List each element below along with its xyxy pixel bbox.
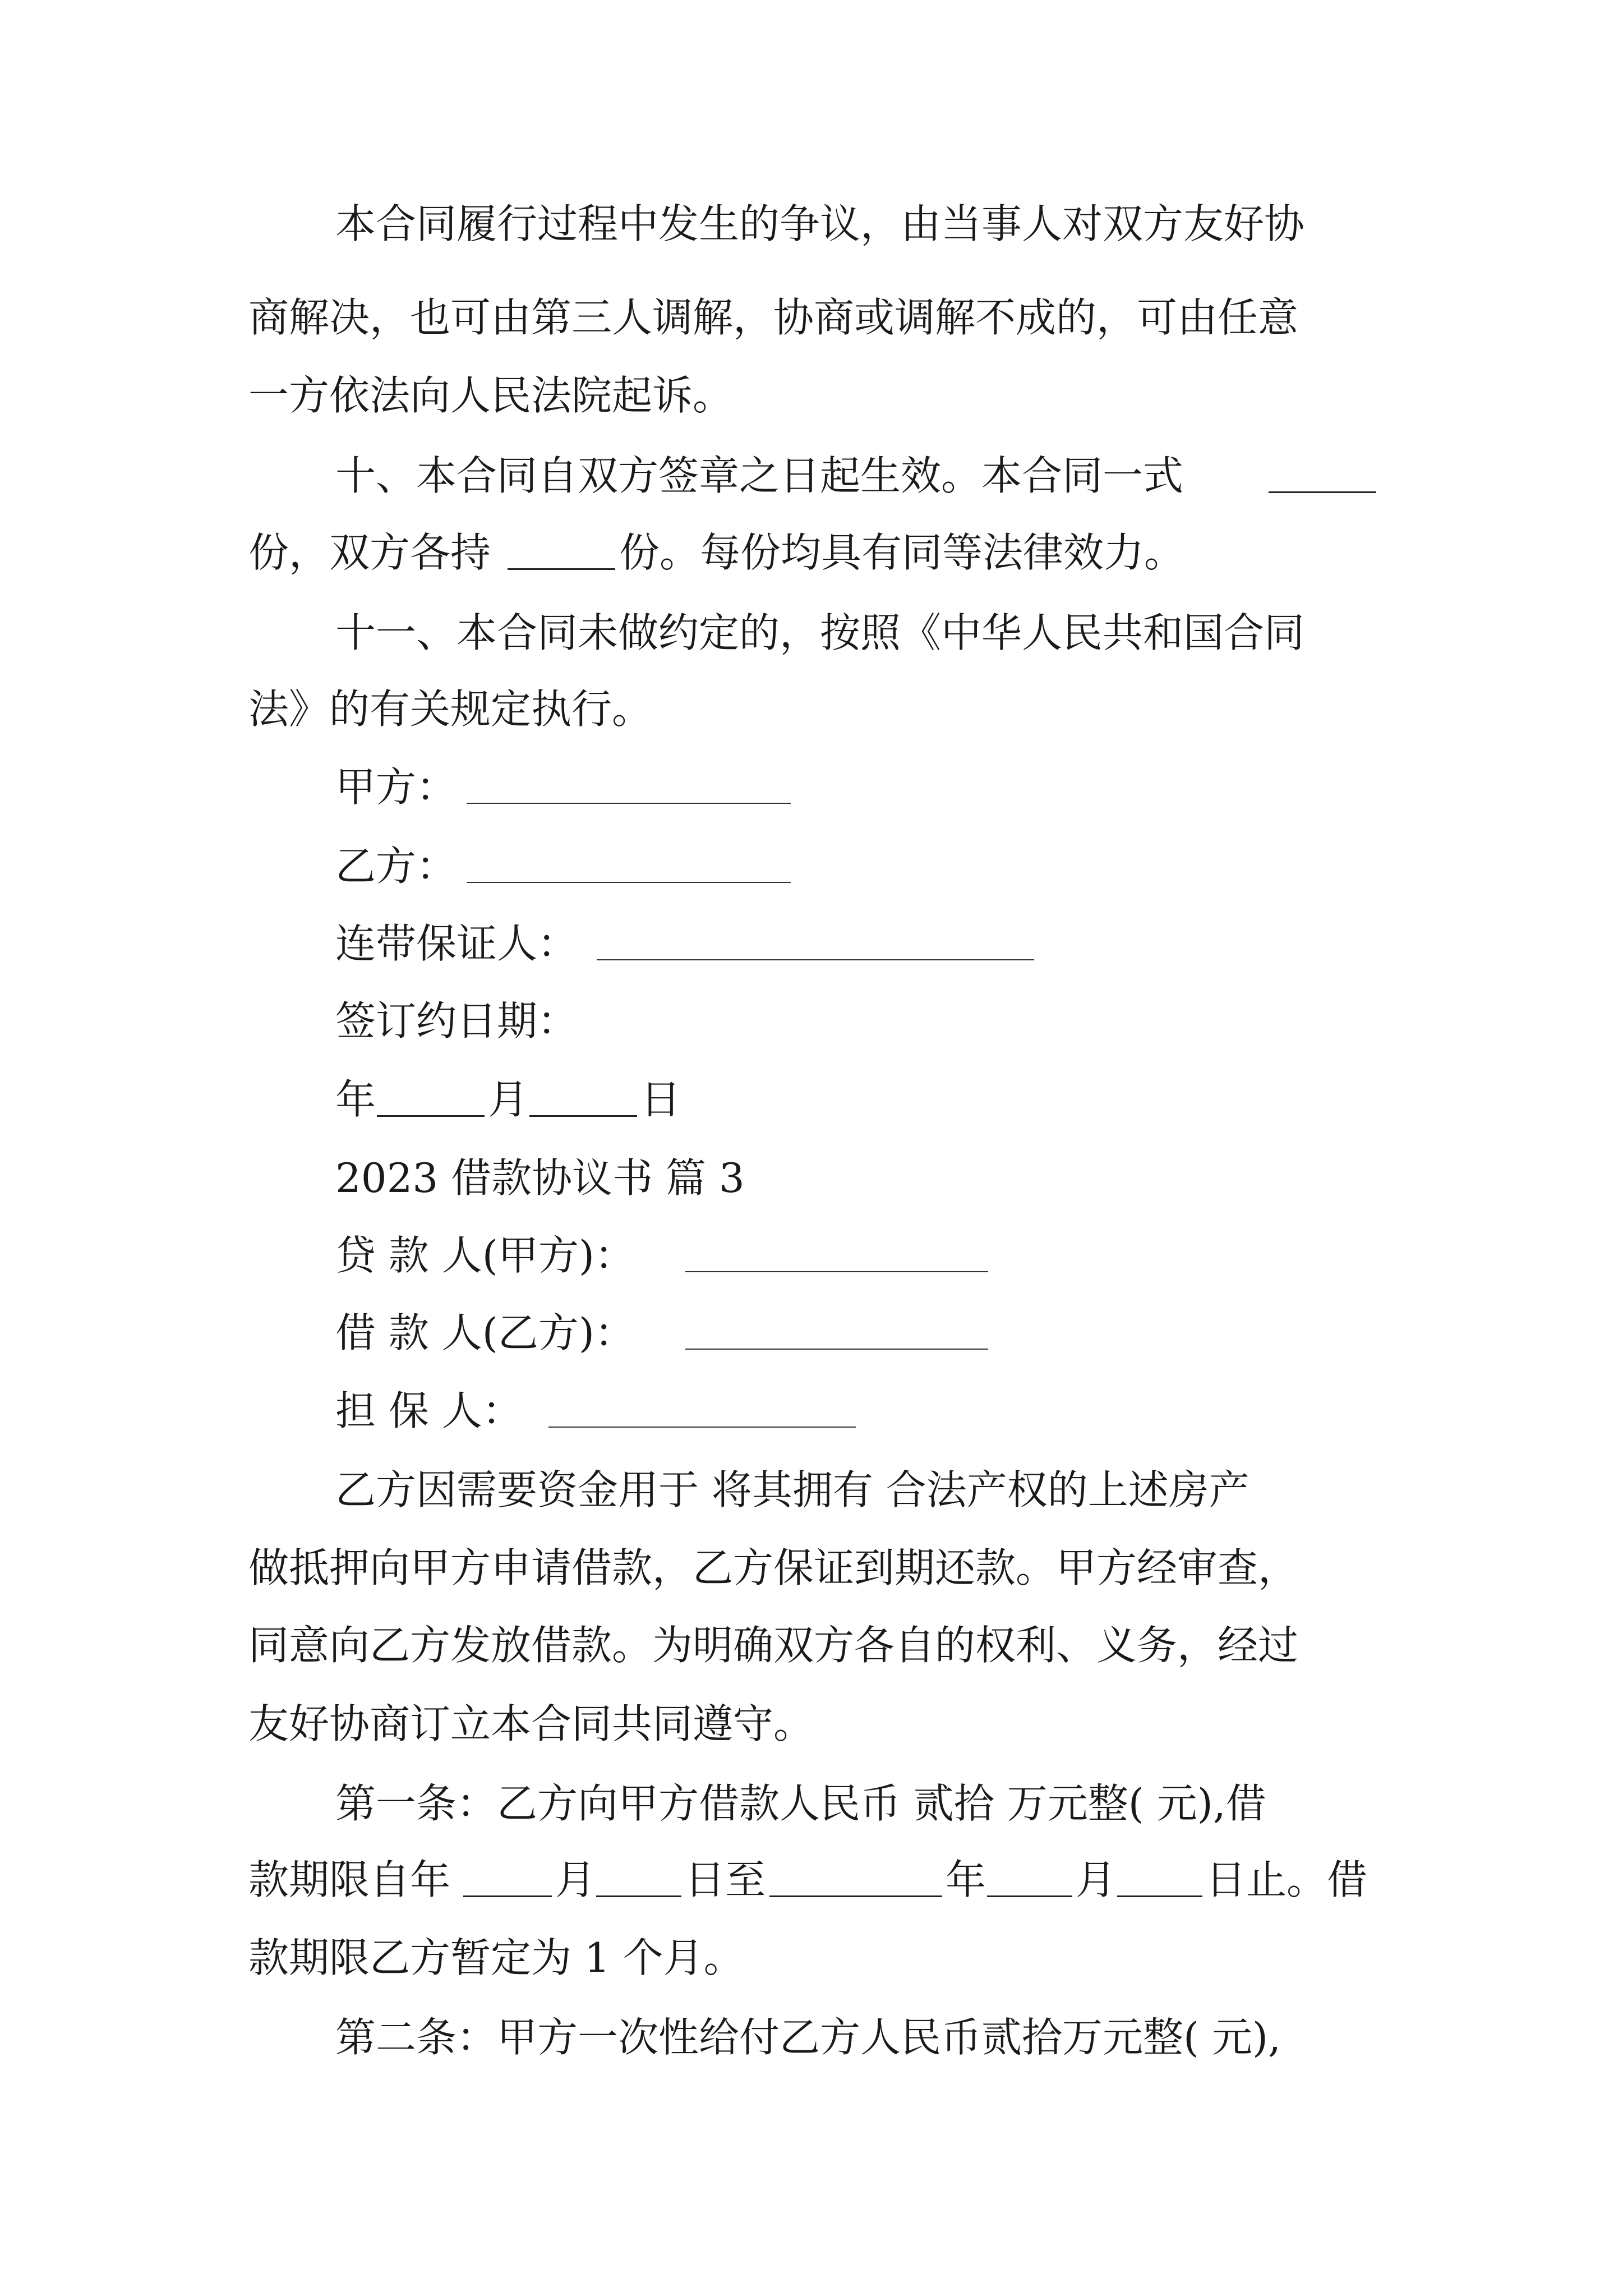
dispute-text-3: 一方依法向人民法院起诉。 [248,372,734,419]
guarantor-blank[interactable] [597,959,1034,960]
article1-text-1: 第一条：乙方向甲方借款人民币 贰拾 万元整( 元),借 [335,1780,1266,1827]
dispute-text-1: 本合同履行过程中发生的争议，由当事人对双方友好协 [335,200,1305,247]
intro-text-1: 乙方因需要资金用于 将其拥有 合法产权的上述房产 [335,1466,1249,1513]
loan-end-year-blank[interactable] [769,1895,942,1897]
loan-end-month-blank[interactable] [987,1895,1072,1897]
article1-end: 日止。借 [1206,1856,1368,1903]
section3-heading: 2023 借款协议书 篇 3 [335,1154,745,1202]
article1-day1: 日至 [685,1856,766,1903]
guarantor3-line [0,1372,1623,1450]
party-b-line [0,827,1623,905]
intro-line-3 [0,1606,1623,1685]
day-blank[interactable] [529,1115,637,1117]
lender-blank[interactable] [685,1271,988,1272]
article1-month1: 月 [555,1856,596,1903]
sign-date-label: 签订约日期： [335,997,578,1045]
article1-month2: 月 [1076,1856,1117,1903]
party-a-line [0,748,1623,826]
article1-year2: 年 [946,1856,986,1903]
intro-line-1 [0,1451,1623,1529]
copies-total-blank[interactable] [1269,491,1376,493]
intro-text-3: 同意向乙方发放借款。为明确双方各自的权利、义务，经过 [248,1622,1299,1669]
clause11-line-2 [0,670,1623,748]
clause10-line-2 [0,513,1623,592]
guarantor-line [0,904,1623,983]
article1-text-3: 款期限乙方暂定为 1 个月。 [248,1934,744,1981]
guarantor3-label: 担 保 人： [335,1387,523,1434]
month-label: 月 [488,1076,529,1123]
intro-line-4 [0,1685,1623,1763]
loan-start-day-blank[interactable] [596,1895,681,1897]
loan-start-month-blank[interactable] [463,1895,552,1897]
day-label: 日 [640,1076,681,1123]
lender-line [0,1216,1623,1295]
party-a-blank[interactable] [467,803,791,804]
clause11-text-1: 十一、本合同未做约定的，按照《中华人民共和国合同 [335,609,1305,656]
month-blank[interactable] [377,1115,485,1117]
dispute-line-2 [0,278,1623,357]
party-b-label: 乙方： [335,843,457,890]
clause10-line-1 [0,436,1623,515]
loan-end-day-blank[interactable] [1117,1895,1202,1897]
borrower-line [0,1294,1623,1372]
article1-line-2 [0,1841,1623,1919]
year-label: 年 [335,1076,376,1123]
article1-line-3 [0,1918,1623,1997]
section3-heading-line [0,1139,1623,1217]
clause10-text-1: 十、本合同自双方签章之日起生效。本合同一式 [335,452,1184,499]
party-a-label: 甲方： [335,763,457,811]
guarantor-label: 连带保证人： [335,920,578,967]
article1-line-1 [0,1764,1623,1843]
sign-date-line [0,982,1623,1060]
intro-text-2: 做抵押向甲方申请借款，乙方保证到期还款。甲方经审查， [248,1544,1299,1591]
dispute-text-2: 商解决，也可由第三人调解，协商或调解不成的，可由任意 [248,294,1299,341]
date-fields-line [0,1060,1623,1139]
article1-text-2-prefix: 款期限自年 [248,1856,451,1903]
party-b-blank[interactable] [467,882,791,883]
dispute-line-3 [0,356,1623,435]
clause11-text-2: 法》的有关规定执行。 [248,685,653,733]
clause10-text-2b: 份。每份均具有同等法律效力。 [619,529,1185,576]
guarantor3-blank[interactable] [548,1427,856,1428]
article2-text-1: 第二条：甲方一次性给付乙方人民币贰拾万元整( 元), [335,2014,1281,2061]
article2-line-1 [0,1998,1623,2077]
lender-label: 贷 款 人(甲方)： [335,1232,635,1279]
borrower-blank[interactable] [685,1349,988,1350]
borrower-label: 借 款 人(乙方)： [335,1309,635,1356]
clause10-text-2a: 份，双方各持 [248,529,491,576]
intro-line-2 [0,1529,1623,1607]
dispute-line-1 [0,185,1623,263]
intro-text-4: 友好协商订立本合同共同遵守。 [248,1700,814,1747]
clause11-line-1 [0,593,1623,672]
copies-each-blank[interactable] [508,568,615,570]
